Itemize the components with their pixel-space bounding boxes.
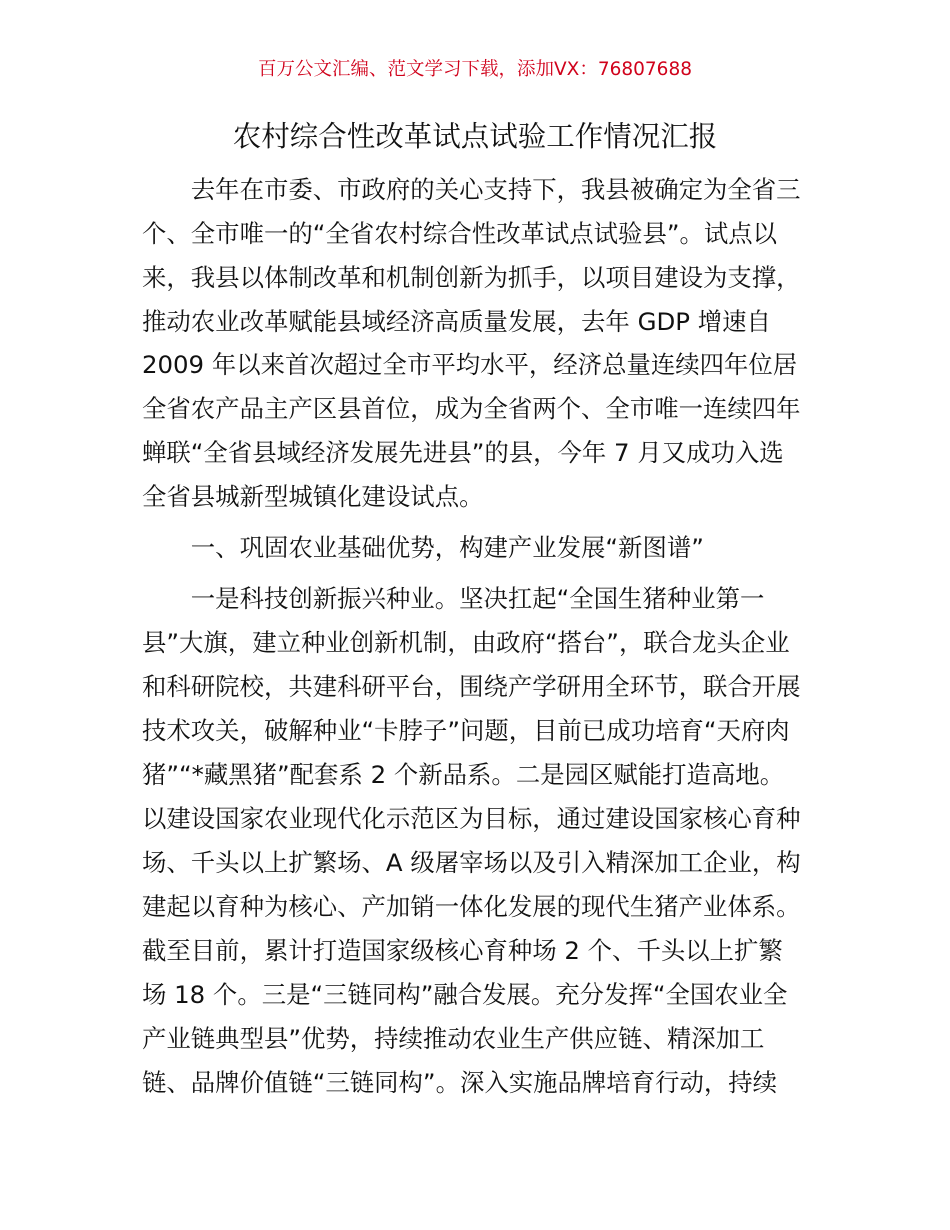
section-heading: 一、巩固农业基础优势，构建产业发展“新图谱”	[142, 533, 704, 562]
body-line: 蝉联“全省县域经济发展先进县”的县，今年 7 月又成功入选	[142, 438, 784, 467]
body-line: 2009 年以来首次超过全市平均水平，经济总量连续四年位居	[142, 350, 798, 379]
body-line: 去年在市委、市政府的关心支持下，我县被确定为全省三	[142, 175, 801, 204]
body-line: 一是科技创新振兴种业。坚决扛起“全国生猪种业第一	[142, 584, 765, 613]
body-line: 截至目前，累计打造国家级核心育种场 2 个、千头以上扩繁	[142, 936, 783, 965]
body-line: 全省县城新型城镇化建设试点。	[142, 482, 484, 511]
body-line: 建起以育种为核心、产加销一体化发展的现代生猪产业体系。	[142, 892, 801, 921]
body-line: 个、全市唯一的“全省农村综合性改革试点试验县”。试点以	[142, 219, 778, 248]
body-line: 场 18 个。三是“三链同构”融合发展。充分发挥“全国农业全	[142, 980, 788, 1009]
body-line: 来，我县以体制改革和机制创新为抓手，以项目建设为支撑，	[142, 263, 801, 292]
body-line: 产业链典型县”优势，持续推动农业生产供应链、精深加工	[142, 1024, 765, 1053]
body-line: 链、品牌价值链“三链同构”。深入实施品牌培育行动，持续	[142, 1068, 778, 1097]
body-line: 全省农产品主产区县首位，成为全省两个、全市唯一连续四年	[142, 394, 801, 423]
body-line: 技术攻关，破解种业“卡脖子”问题，目前已成功培育“天府肉	[142, 716, 790, 745]
body-line: 县”大旗，建立种业创新机制，由政府“搭台”，联合龙头企业	[142, 628, 790, 657]
body-line: 和科研院校，共建科研平台，围绕产学研用全环节，联合开展	[142, 672, 801, 701]
body-line: 场、千头以上扩繁场、A 级屠宰场以及引入精深加工企业，构	[142, 848, 801, 877]
body-line: 猪”“*藏黑猪”配套系 2 个新品系。二是园区赋能打造高地。	[142, 760, 785, 789]
document-title: 农村综合性改革试点试验工作情况汇报	[232, 120, 718, 153]
body-line: 以建设国家农业现代化示范区为目标，通过建设国家核心育种	[142, 804, 801, 833]
body-line: 推动农业改革赋能县域经济高质量发展，去年 GDP 增速自	[142, 307, 771, 336]
header-watermark-note: 百万公文汇编、范文学习下载，添加VX：76807688	[258, 59, 692, 80]
